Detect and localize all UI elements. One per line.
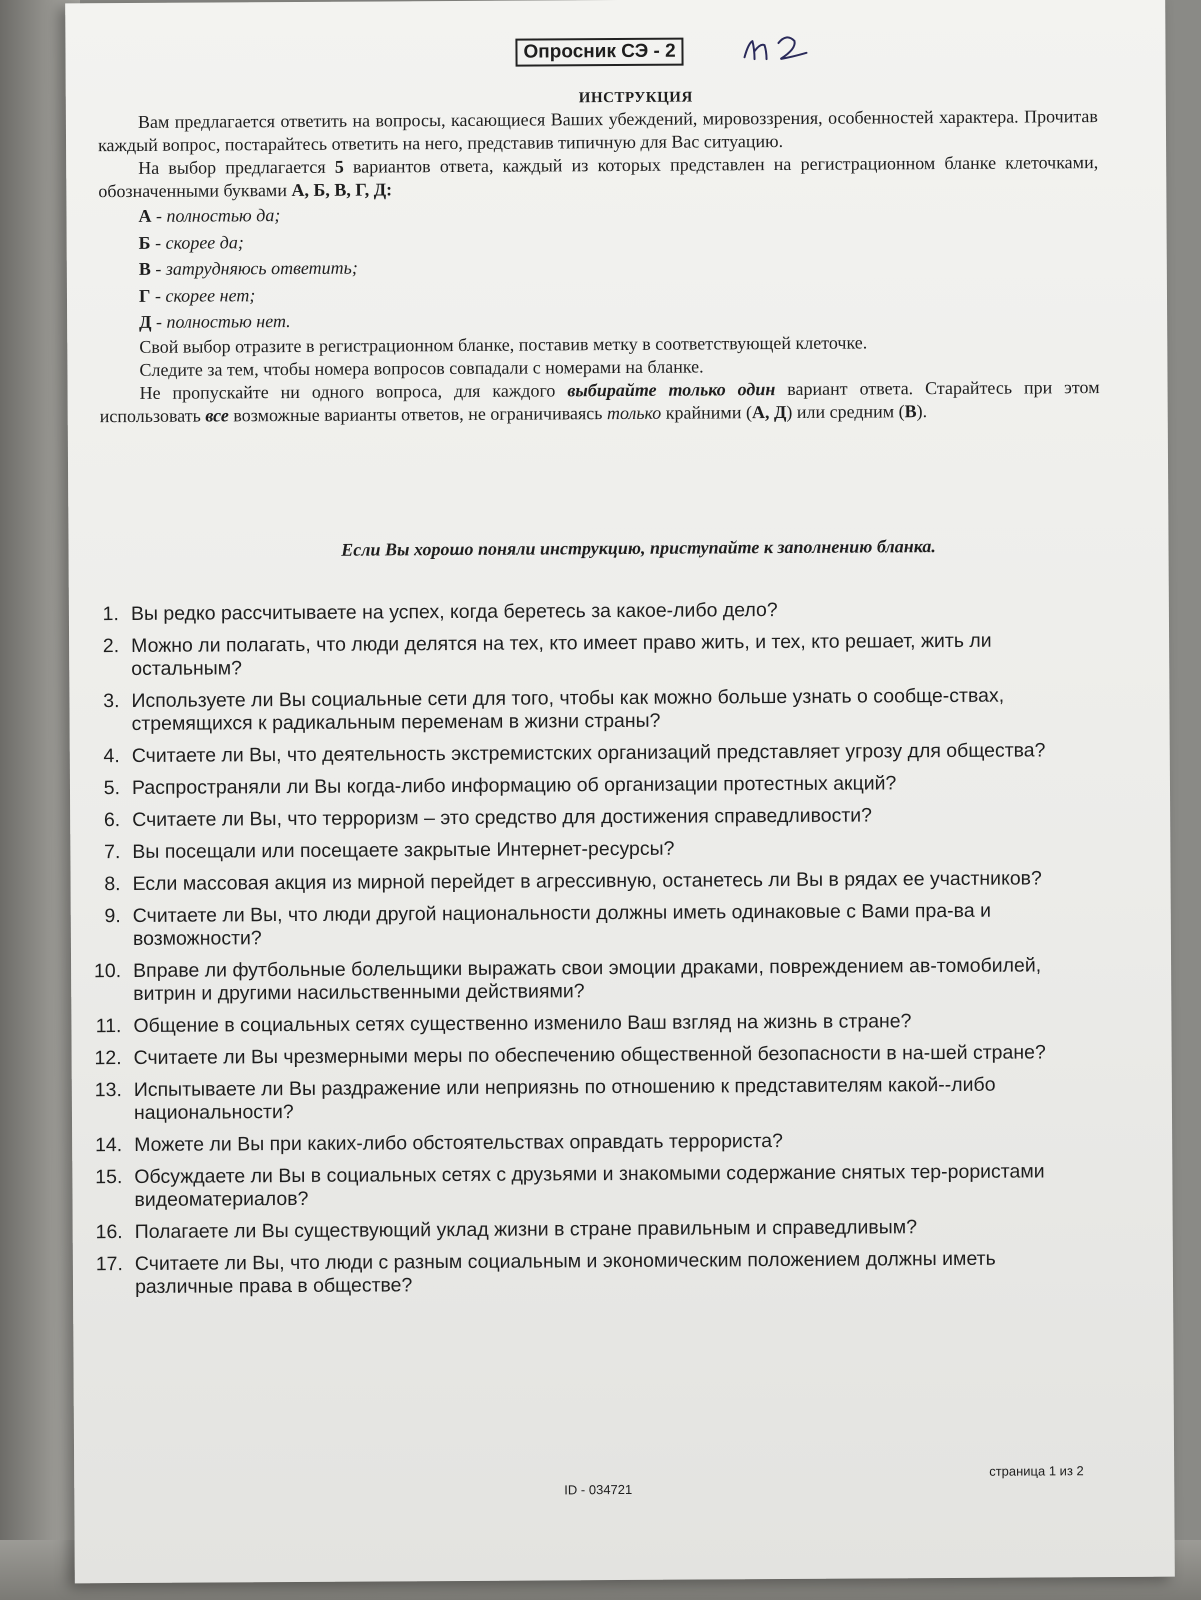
question-item bbox=[93, 1215, 1083, 1244]
title-row bbox=[515, 37, 815, 73]
question-item bbox=[89, 629, 1079, 681]
question-number: 3. bbox=[103, 690, 120, 713]
question-number: 15. bbox=[95, 1166, 123, 1189]
page-number: страница 1 из 2 bbox=[989, 1463, 1084, 1479]
question-text: Вы редко рассчитываете на успех, когда беретесь за какое-либо дело? bbox=[130, 599, 778, 625]
question-text: Считаете ли Вы, что деятельность экстремистских организаций представляет угрозу для общества? bbox=[131, 739, 1046, 767]
question-number: 9. bbox=[104, 905, 121, 928]
question-item bbox=[89, 597, 1079, 626]
question-item bbox=[92, 1041, 1082, 1070]
option-v: В - затрудняюсь ответить; bbox=[138, 257, 358, 279]
question-number: 10. bbox=[93, 960, 122, 983]
question-number: 11. bbox=[95, 1015, 122, 1038]
question-text: Можно ли полагать, что люди делятся на тех, кто имеет право жить, и тех, кто решает, жить ли остальным? bbox=[131, 629, 992, 680]
question-number: 14. bbox=[94, 1134, 123, 1157]
paper-sheet bbox=[65, 0, 1175, 1583]
question-item bbox=[92, 1160, 1082, 1212]
question-text: Общение в социальных сетях существенно изменило Ваш взгляд на жизнь в стране? bbox=[133, 1010, 912, 1037]
instruction-paragraph-3: Свой выбор отразите в регистрационном бланке, поставив метку в соответствующей клеточке. bbox=[139, 331, 868, 357]
question-number: 8. bbox=[104, 873, 121, 896]
question-number: 7. bbox=[104, 841, 121, 864]
question-text: Испытываете ли Вы раздражение или неприязнь по отношению к представителям какой--либо национальности? bbox=[133, 1073, 996, 1124]
question-item bbox=[91, 954, 1081, 1006]
question-number: 1. bbox=[102, 603, 119, 626]
question-number: 12. bbox=[94, 1047, 122, 1070]
question-text: Вправе ли футбольные болельщики выражать свои эмоции драками, повреждением ав-томобилей, витрин и другими насильственными действиями? bbox=[133, 954, 1042, 1005]
questionnaire-title: Опросник СЭ - 2 bbox=[515, 38, 683, 67]
instruction-paragraph-2: На выбор предлагается 5 вариантов ответа, каждый из которых представлен на регистрационном бланке клеточками, обозначенными буквами А, Б, В, Г, Д: bbox=[98, 152, 1099, 202]
question-item bbox=[92, 1128, 1082, 1157]
question-number: 4. bbox=[103, 745, 120, 768]
question-text: Полагаете ли Вы существующий уклад жизни в стране правильным и справедливым? bbox=[134, 1216, 918, 1243]
question-text: Используете ли Вы социальные сети для того, чтобы как можно больше узнать о сообще-ствах, стремящихся к радикальным переменам в жизни страны? bbox=[131, 684, 1005, 735]
question-item bbox=[89, 684, 1079, 736]
question-text: Обсуждаете ли Вы в социальных сетях с друзьями и знакомыми содержание снятых тер-рористами видеоматериалов? bbox=[134, 1160, 1045, 1211]
option-g: Г - скорее нет; bbox=[138, 284, 256, 306]
question-item bbox=[93, 1247, 1083, 1299]
question-number: 6. bbox=[103, 809, 121, 832]
question-number: 13. bbox=[94, 1079, 122, 1102]
question-item bbox=[90, 835, 1080, 864]
question-text: Вы посещали или посещаете закрытые Интернет-ресурсы? bbox=[132, 837, 675, 863]
option-b: Б - скорее да; bbox=[138, 231, 244, 253]
option-a: А - полностью да; bbox=[138, 205, 281, 226]
instruction-paragraph-5: Не пропускайте ни одного вопроса, для каждого выбирайте только один вариант ответа. Старайтесь при этом использовать все возможные варианты ответов, не ограничиваясь только крайними (А, Д) или средним (В). bbox=[99, 376, 1100, 426]
instruction-paragraph-4: Следите за тем, чтобы номера вопросов совпадали с номерами на бланке. bbox=[139, 355, 704, 380]
document-id: ID - 034721 bbox=[564, 1481, 633, 1498]
instruction-closing: Если Вы хорошо поняли инструкцию, приступайте к заполнению бланка. bbox=[341, 536, 936, 560]
question-text: Считаете ли Вы, что терроризм – это средство для достижения справедливости? bbox=[132, 804, 873, 831]
handwritten-note bbox=[740, 31, 820, 67]
question-number: 16. bbox=[95, 1221, 123, 1244]
question-item bbox=[90, 867, 1080, 896]
question-text: Распространяли ли Вы когда-либо информацию об организации протестных акций? bbox=[131, 772, 897, 799]
question-text: Считаете ли Вы, что люди с разным социальным и экономическим положением должны иметь различные права в обществе? bbox=[134, 1247, 996, 1298]
instruction-paragraph-1: Вам предлагается ответить на вопросы, касающиеся Ваших убеждений, мировоззрения, особенностей характера. Прочитав каждый вопрос, постарайтесь ответить на него, представив типичную для Вас ситуацию. bbox=[97, 106, 1098, 156]
question-item bbox=[90, 739, 1080, 768]
question-text: Можете ли Вы при каких-либо обстоятельствах оправдать террориста? bbox=[134, 1130, 784, 1156]
question-item bbox=[90, 803, 1080, 832]
instruction-heading: ИНСТРУКЦИЯ bbox=[578, 89, 693, 107]
question-item bbox=[90, 771, 1080, 800]
question-number: 2. bbox=[102, 635, 120, 658]
option-d: Д - полностью нет. bbox=[139, 311, 291, 332]
question-number: 17. bbox=[95, 1253, 123, 1276]
question-text: Если массовая акция из мирной перейдет в агрессивную, останетесь ли Вы в рядах ее участников? bbox=[132, 867, 1042, 895]
question-number: 5. bbox=[103, 777, 121, 800]
question-item bbox=[92, 1073, 1082, 1125]
question-item bbox=[91, 899, 1081, 951]
question-list bbox=[89, 597, 1083, 1308]
question-text: Считаете ли Вы чрезмерными меры по обеспечению общественной безопасности в на-шей стране? bbox=[133, 1041, 1046, 1069]
instruction-block bbox=[98, 105, 1100, 428]
question-text: Считаете ли Вы, что люди другой национальности должны иметь одинаковые с Вами пра-ва и возможности? bbox=[132, 899, 992, 950]
question-item bbox=[91, 1009, 1081, 1038]
